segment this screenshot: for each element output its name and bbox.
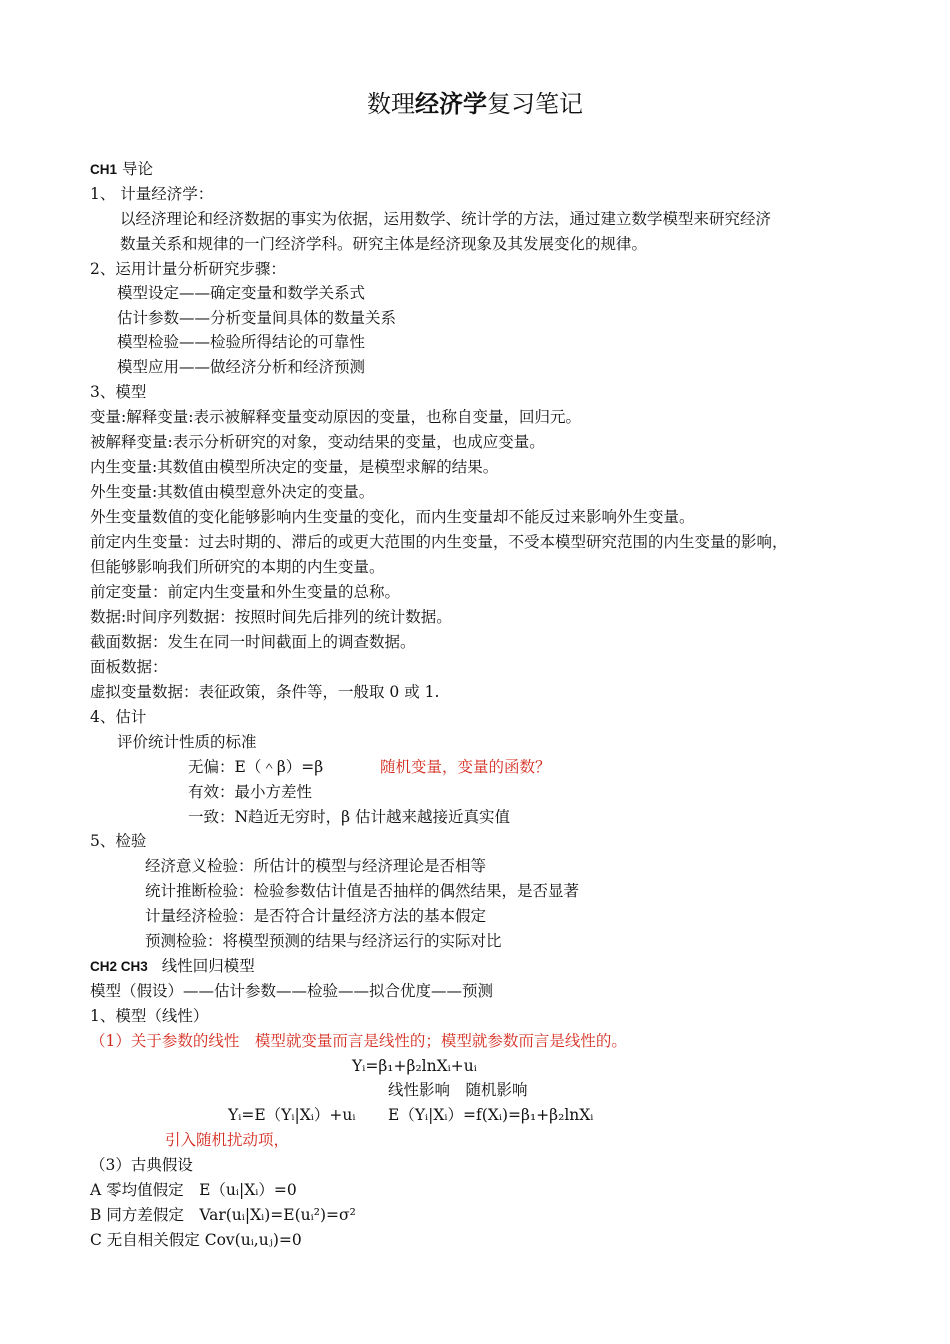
list-item: 预测检验：将模型预测的结果与经济运行的实际对比 <box>145 932 502 950</box>
assumption-line: C 无自相关假定 Cov(uᵢ,uⱼ)=0 <box>90 1231 302 1249</box>
section-heading: 2、运用计量分析研究步骤： <box>90 260 286 278</box>
assumption-line: B 同方差假定 Var(uᵢ|Xᵢ)=E(uᵢ²)=σ² <box>90 1206 356 1224</box>
paragraph-line: 外生变量数值的变化能够影响内生变量的变化，而内生变量却不能反过来影响外生变量。 <box>90 508 695 526</box>
paragraph-line: 模型（假设）——估计参数——检验——拟合优度——预测 <box>90 982 494 1000</box>
list-item: 有效：最小方差性 <box>188 783 313 801</box>
list-item: 模型应用——做经济分析和经济预测 <box>117 358 366 376</box>
chapter-heading-ch1: CH1 导论 <box>90 160 153 178</box>
paragraph-line: 以经济理论和经济数据的事实为依据，运用数学、统计学的方法，通过建立数学模型来研究经济 <box>120 210 772 228</box>
list-item: 无偏：E（＾β）=β <box>188 758 324 776</box>
section-heading: 5、检验 <box>90 832 147 850</box>
equation: E（Yᵢ|Xᵢ）=f(Xᵢ)=β₁+β₂lnXᵢ <box>388 1106 594 1124</box>
section-heading: 4、估计 <box>90 708 147 726</box>
equation: Yᵢ=E（Yᵢ|Xᵢ）+uᵢ <box>228 1106 356 1124</box>
list-item: 模型设定——确定变量和数学关系式 <box>117 284 366 302</box>
assumption-line: A 零均值假定 E（uᵢ|Xᵢ）=0 <box>90 1181 297 1199</box>
list-item: 统计推断检验：检验参数估计值是否抽样的偶然结果，是否显著 <box>145 882 580 900</box>
section-heading: 1、模型（线性） <box>90 1007 209 1025</box>
paragraph-line: 面板数据： <box>90 658 168 676</box>
section-heading: （3）古典假设 <box>90 1156 193 1174</box>
list-item: 一致：N趋近无穷时，β 估计越来越接近真实值 <box>188 808 510 826</box>
section-heading: 1、 计量经济学： <box>90 185 214 203</box>
list-item: 估计参数——分析变量间具体的数量关系 <box>117 309 397 327</box>
chapter-heading-ch2: CH2 CH3 线性回归模型 <box>90 957 255 975</box>
paragraph-line: 数据:时间序列数据：按照时间先后排列的统计数据。 <box>90 608 452 626</box>
red-annotation: 随机变量，变量的函数？ <box>380 758 551 776</box>
section-heading: 3、模型 <box>90 383 147 401</box>
list-item: 模型检验——检验所得结论的可靠性 <box>117 333 366 351</box>
page-title: 数理经济学复习笔记 <box>367 89 583 118</box>
paragraph-line: 被解释变量:表示分析研究的对象，变动结果的变量，也成应变量。 <box>90 433 545 451</box>
paragraph-line: 前定变量：前定内生变量和外生变量的总称。 <box>90 583 401 601</box>
paragraph-line: 虚拟变量数据：表征政策，条件等，一般取 0 或 1. <box>90 683 440 701</box>
paragraph-line: 内生变量:其数值由模型所决定的变量，是模型求解的结果。 <box>90 458 499 476</box>
list-item: 计量经济检验：是否符合计量经济方法的基本假定 <box>145 907 487 925</box>
equation-labels: 线性影响 随机影响 <box>388 1081 528 1099</box>
paragraph-line: 截面数据：发生在同一时间截面上的调查数据。 <box>90 633 416 651</box>
paragraph-line: 前定内生变量：过去时期的、滞后的或更大范围的内生变量，不受本模型研究范围的内生变量的影响， <box>90 533 788 551</box>
paragraph-line: 但能够影响我们所研究的本期的内生变量。 <box>90 558 385 576</box>
paragraph-line: 变量:解释变量:表示被解释变量变动原因的变量，也称自变量，回归元。 <box>90 408 581 426</box>
red-annotation: （1）关于参数的线性 模型就变量而言是线性的；模型就参数而言是线性的。 <box>90 1032 627 1050</box>
paragraph-line: 数量关系和规律的一门经济学科。研究主体是经济现象及其发展变化的规律。 <box>120 235 648 253</box>
red-annotation: 引入随机扰动项， <box>165 1131 290 1149</box>
equation: Yᵢ=β₁+β₂lnXᵢ+uᵢ <box>352 1057 477 1075</box>
paragraph-line: 外生变量:其数值由模型意外决定的变量。 <box>90 483 375 501</box>
list-item: 经济意义检验：所估计的模型与经济理论是否相等 <box>145 857 487 875</box>
paragraph-line: 评价统计性质的标准 <box>117 733 257 751</box>
